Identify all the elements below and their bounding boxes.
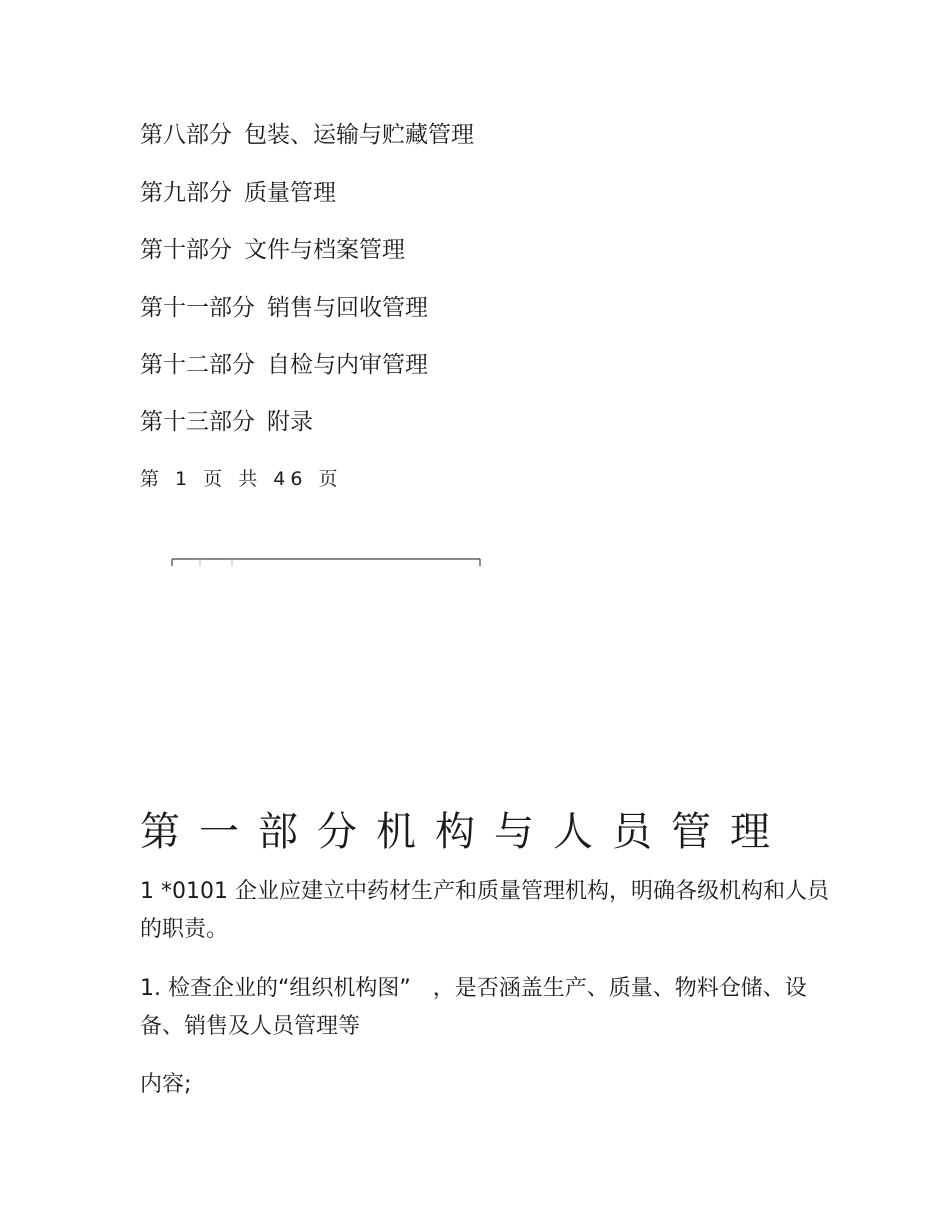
toc-part-number: 第八部分 <box>140 122 232 148</box>
check-item-1: 1. 检查企业的“组织机构图” ，是否涵盖生产、质量、物料仓储、设备、销售及人员管理等 <box>140 976 807 1039</box>
toc-part-title: 文件与档案管理 <box>244 237 405 263</box>
clause-0101: 1 *0101 企业应建立中药材生产和质量管理机构，明确各级机构和人员的职责。 <box>140 879 829 942</box>
toc-item <box>140 350 428 380</box>
toc-part-title: 包装、运输与贮藏管理 <box>244 122 474 148</box>
toc-part-title: 销售与回收管理 <box>267 295 428 321</box>
table-border-fragment <box>170 554 484 568</box>
toc-item <box>140 293 428 323</box>
section-title: 第一部分机构与人员管理 <box>140 809 789 855</box>
toc-part-number: 第十三部分 <box>140 409 255 435</box>
toc-item <box>140 178 336 208</box>
page-footer: 第 1 页 共 46 页 <box>140 468 343 490</box>
toc-part-title: 质量管理 <box>244 180 336 206</box>
toc-part-number: 第十二部分 <box>140 352 255 378</box>
toc-item <box>140 235 405 265</box>
toc-item <box>140 407 313 437</box>
toc-part-number: 第十一部分 <box>140 295 255 321</box>
toc-part-number: 第十部分 <box>140 237 232 263</box>
check-item-1-continued: 内容; <box>140 1072 192 1097</box>
toc-part-number: 第九部分 <box>140 180 232 206</box>
toc-part-title: 附录 <box>267 409 313 435</box>
toc-part-title: 自检与内审管理 <box>267 352 428 378</box>
toc-item <box>140 120 474 150</box>
